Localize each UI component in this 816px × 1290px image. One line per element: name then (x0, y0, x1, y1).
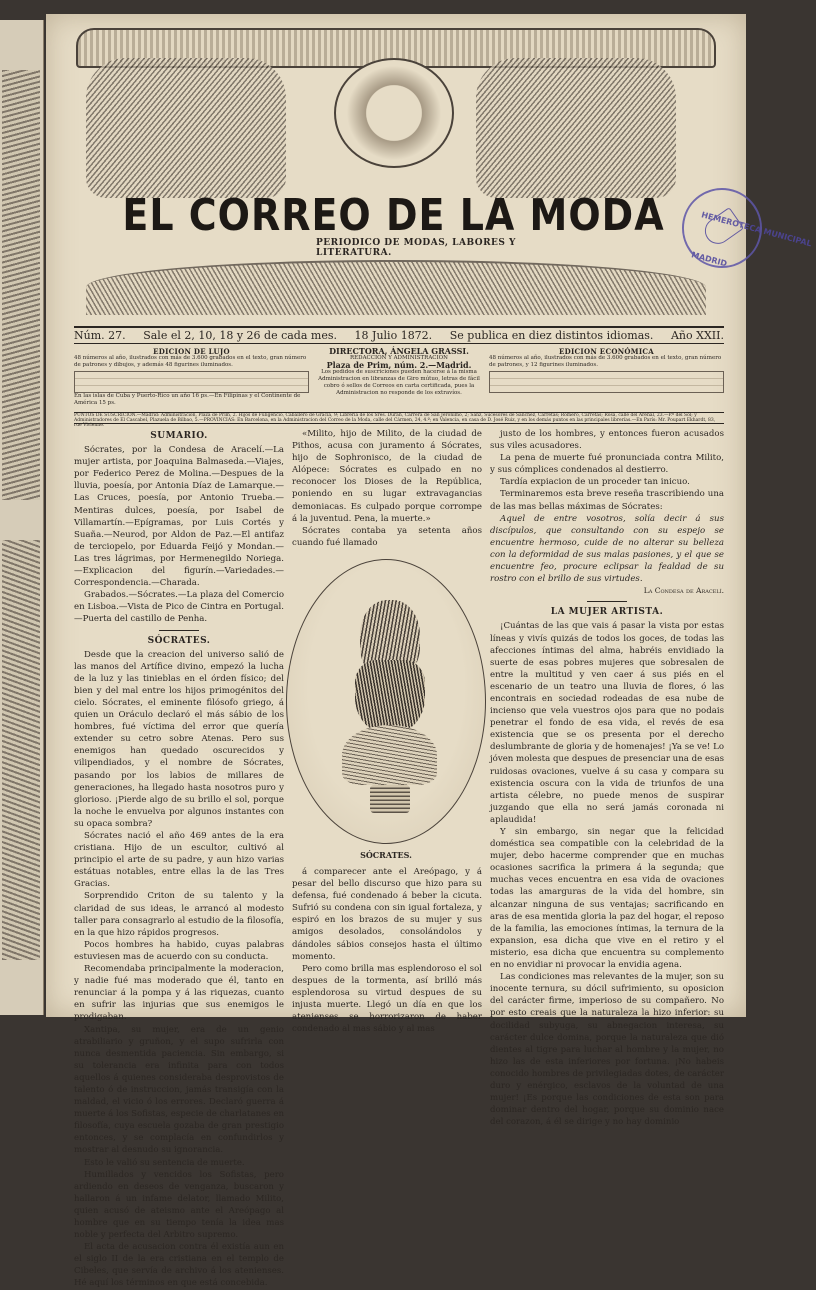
issue-languages: Se publica en diez distintos idiomas. (449, 329, 654, 342)
article-signature: La Condesa de Aracelí. (643, 586, 724, 596)
stamp-text-top: HEMEROTECA MUNICIPAL (700, 210, 813, 249)
price-table-economica (489, 371, 724, 393)
edicion-lujo-title: EDICION DE LUJO (153, 347, 230, 356)
paragraph: Sorprendido Criton de su talento y la claridad de sus ideas, le arrancó al modesto taller para consagrarlo al estudio de la filosofía, en la que hizo rápidos progresos. (74, 891, 284, 938)
paragraph: «Milito, hijo de Milito, de la ciudad de Pithos, acusa con juramento á Sócrates, hijo de Sophronisco, de la ciudad de Alópece: Sócrates es culpado en no reconocer los Dioses de la República, poniendo en su lugar extravagancias demoniacas. Es culpado porque corrompe á la juventud. Pena, la muerte.» (292, 429, 482, 524)
socrates-title: SÓCRATES. (147, 635, 211, 646)
sumario-title: SUMARIO. (150, 431, 208, 441)
directora-label: DIRECTORA, (329, 346, 388, 356)
redaccion-label: REDACCION Y ADMINISTRACION (350, 355, 448, 361)
masthead (66, 28, 721, 328)
issue-year: Año XXII. (670, 329, 724, 342)
column-3 (490, 428, 724, 1128)
column-2-top (292, 428, 482, 548)
paragraph: La pena de muerte fué pronunciada contra Milito, y sus cómplices condenados al destierro. (490, 453, 724, 476)
mujer-artista-title: LA MUJER ARTISTA. (550, 607, 664, 618)
masthead-garland (86, 260, 706, 315)
paragraph: Pocos hombres ha habido, cuyas palabras estuviesen mas de acuerdo con su conducta. (74, 939, 284, 962)
sumario-grabados: Grabados.—Sócrates.—La plaza del Comercio en Lisboa.—Vista de Pico de Cintra en Portugal.—Puerta del castillo de Penha. (74, 590, 284, 625)
allegory-figure-right (476, 58, 676, 198)
paragraph: Terminaremos esta breve reseña trascribiendo una de las mas bellas máximas de Sócrates: (490, 489, 724, 512)
edicion-economica (489, 348, 724, 410)
direction-block (314, 348, 484, 410)
edicion-lujo-foot: En las islas de Cuba y Puerto-Rico un año 16 ps.—En Filipinas y el Continente de América 15 ps. (74, 393, 301, 406)
socrates-bust-image (342, 600, 437, 815)
edicion-lujo-text: 48 números al año, ilustrados con más de 3.600 grabados en el texto, gran número de patrones y dibujos, y además 48 figurines iluminados. (74, 355, 307, 368)
divider (159, 630, 199, 631)
column-2-bottom (292, 866, 482, 1035)
edicion-economica-text: 48 números al año, ilustrados con más de 3.600 grabados en el texto, gran número de patrones, y 12 figurines iluminados. (489, 355, 722, 368)
address-note: Los pedidos de suscriciones pueden hacerse á la misma Administracion en libranzas de Giro mútuo, letras de fácil cobro ó sellos de Correos en carta certificada, pues la Administracion no responde de los extravíos. (318, 369, 480, 396)
paragraph: á comparecer ante el Areópago, y á pesar del bello discurso que hizo para su defensa, fué condenado á beber la cicuta. Sufrió su condena con sin igual fortaleza, y espiró en los brazos de su mujer y sus amigos desolados, consolándolos y dándoles sábios consejos hasta el último momento. (292, 867, 482, 962)
paragraph: El acta de acusacion contra él existía aun en el siglo II de la era cristiana en el templo de Cibeles, que servía de archivo á los atenienses. Hé aquí los términos en que está concebida. (74, 1242, 284, 1289)
issue-number: Núm. 27. (74, 329, 126, 342)
paragraph: Sócrates nació el año 469 antes de la era cristiana. Hijo de un escultor, cultivó al principio el arte de su padre, y aun hizo varias estátuas notables, entre ellas la de las Tres Gracias. (74, 831, 284, 890)
paragraph: Sócrates contaba ya setenta años cuando fué llamado (292, 525, 482, 548)
issue-bar (74, 326, 724, 344)
allegory-figure-left (86, 58, 286, 198)
paragraph: Xantipa, su mujer, era de un genio atrabiliario y gruñon, y el supo sufrirla con nunca desmentida paciencia. Sin embargo, si su tolerancia era infinita para con todos aquellos á quienes consideraba desprovistos de talento ó de instruccion, jamás transigía con la maldad, el vicio ó los errores. Declaró guerra á muerte á los Sofistas, especie de charlatanes en filosofía, cuya escuela gozaba de gran prestigio entonces, y se complacía en confundirlos y mostrar al desnudo su ignorancia. (74, 1024, 284, 1156)
paragraph: justo de los hombres, y entonces fueron acusados sus viles acusadores. (490, 429, 724, 452)
newspaper-page (46, 14, 813, 1289)
paragraph: Las condiciones mas relevantes de la mujer, son su inocente ternura, su dócil sufrimiento, su oposicion del carácter firme, imperioso de su compañero. No por esto creais que la naturaleza la hizo inferior: su docilidad subyuga, su abnegacion interesa, su carácter dulce domina, porque la naturaleza que dió dientes al tigre para luchar al hombre y la mujer, no hizo las de esta inferiores por fortuna. ¡No habeis conocido hombres de privilegiadas dotes, de carácter duro y enérgico, esclavos de la voluntad de una mujer! ¡Es porque las condiciones de esta son para dominar dentro del hogar, porque su dominio nace del corazon, á él se dirige y no hay dominio (490, 972, 724, 1128)
paragraph: Esto le valió su sentencia de muerte. (84, 1157, 245, 1168)
subscription-points: PUNTOS DE SUSCRICION.—Madrid: Administracion, Plaza de Prim, 2. Hijos de Fuligencio, Caballero de Gracia, 9; Librería de los Sres. Durán, Carrera de San Jerónimo, 2; Sanz, Sucesores de Sánchez, Carretas; Romero, Carretas; Rosa, calle del Arenal, 23.—P.º del Sol; y Administradores de El Cascabel, Plazuela de Bilbao, 5.—PROVINCIAS: En Barcelona, en la Administracion del Correo de la Moda, calle del Cármen, 24, 4.º; en Valencia, en casa de D. José Ruiz, y en los demás puntos en las principales librerías.—En París: Mr. Poupart Ekhardt, 83, rue Vivienne. (74, 412, 724, 424)
paragraph: Y sin embargo, sin negar que la felicidad doméstica sea compatible con la celebridad de la mujer, debo hacerme comprender que en muchas ocasiones sacrifica la primera á la segunda; que muchas veces encuentra en esa vida de ovaciones todas las amarguras de la vida del hombre, sin alcanzar ninguna de sus ventajas; sacrificando en aras de esa mentida gloria la paz del hogar, el reposo de la familia, las emociones íntimas, la ternura de la expansion, esa dicha que vive en el retiro y el misterio, esa dicha que encuentra su complemento en no envidiar ni provocar la envidia agena. (490, 827, 724, 971)
paragraph: Humillados y vencidos los Sofistas, pero ardiendo en deseos de venganza, buscaron y hallaron á un infame delator, llamado Milito, quien acusó de ateismo ante el Areópago al hombre que en su tiempo tenía la idea mas noble y perfecta del Arbitro supremo. (74, 1169, 284, 1241)
paragraph: Pero como brilla mas esplendoroso el sol despues de la tormenta, así brilló más esplendorosa su virtud despues de su injusta muerte. Llegó un día en que los atenienses se horrorizaron de haber condenado al mas sábio y al mas (292, 963, 482, 1035)
issue-date: 18 Julio 1872. (354, 329, 433, 342)
office-address: Plaza de Prim, núm. 2.—Madrid. (326, 360, 472, 370)
edicion-lujo (74, 348, 309, 410)
column-1 (74, 428, 284, 1289)
subscription-info (74, 348, 724, 412)
socrates-maxim: Aquel de entre vosotros, solía decir á sus discípulos, que consultando con su espejo se encuentre hermoso, cuide de no alterar su belleza con la deformidad de sus malas pasiones, y el que se encuentre feo, procure eclipsar la fealdad de su rostro con el brillo de sus virtudes. (490, 513, 724, 585)
paragraph: Tardía expiacion de un proceder tan inicuo. (500, 477, 690, 488)
engraving-caption: SÓCRATES. (360, 850, 412, 860)
edicion-economica-title: EDICION ECONÓMICA (558, 347, 655, 356)
issue-schedule: Sale el 2, 10, 18 y 26 de cada mes. (143, 329, 337, 342)
paragraph: Desde que la creacion del universo salió de las manos del Artífice divino, empezó la lucha de la luz y las tinieblas en el órden físico; del bien y del mal entre los hijos primogénitos del cielo. Sócrates, el eminente filósofo griego, á quien un Oráculo declaró el más sábio de los hombres, fué víctima del error que quería extender su cetro sobre Atenas. Pero sus enemigos han quedado oscurecidos y vilipendiados, y el nombre de Sócrates, pasando por los labios de millares de generaciones, ha llegado hasta nosotros puro y glorioso. ¡Pierde algo de su brillo el sol, porque la noche le envuelva por algunos instantes con su opaca sombra? (74, 649, 284, 829)
stamp-text-bottom: MADRID (690, 250, 728, 269)
paragraph: ¡Cuántas de las que vais á pasar la vista por estas líneas y vivís quizás de todos los goces, de todas las afecciones íntimas del alma, habréis envidiado la suerte de esas pobres mujeres que sobresalen de entre la multitud y ven caer á sus piés en el escenario de un teatro una lluvia de flores, ó las encontrais en sociedad rodeadas de esa nube de incienso que vela vuestros ojos para que no podais penetrar el fondo de esa vida, el revés de esa existencia que se os presenta por el derecho deslumbrante de gloria y de homenajes! ¡Ya se ve! Lo jóven molesta que despues de presenciar una de esas ruidosas ovaciones, vuelve á su casa y compara su existencia oscura con la vida de triunfos de una artista célebre, no puede menos de suspirar juzgando que ella no será jamás coronada ni aplaudida! (490, 621, 724, 825)
price-table-lujo (74, 371, 309, 393)
adjacent-engraving-bottom (2, 540, 40, 960)
paragraph: Recomendaba principalmente la moderacion, y nadie fué mas moderado que él, tanto en renunciar á la pompa y á las riquezas, cuanto en sufrir las injurias que sus enemigos le prodigaban. (74, 964, 284, 1023)
center-shield-emblem (334, 58, 454, 168)
socrates-engraving (286, 559, 486, 844)
adjacent-engraving-top (2, 70, 40, 500)
page-subtitle: PERIODICO DE MODAS, LABORES Y LITERATURA. (316, 238, 516, 258)
directora-name: ÁNGELA GRASSI. (390, 346, 469, 356)
adjacent-page-edge (0, 20, 44, 1015)
divider (587, 601, 627, 602)
sumario-text: Sócrates, por la Condesa de Aracelí.—La mujer artista, por Joaquina Balmaseda.—Viajes, por Federico Perez de Molina.—Despues de la lluvia, poesía, por Antonia Díaz de Lamarque.—Las Cruces, poesía, por Antonio Trueba.—Mentiras dulces, poesía, por Isabel de Villamartín.—Epígramas, por Luis Cortés y Suaña.—Neurod, por Aldon de Paz.—El antifaz de terciopelo, por Eduarda Feijó y Mondan.—Las tres lágrimas, por Hermenegildo Noriega.—Explicacion del figurín.—Variedades.—Correspondencia.—Charada. (74, 445, 284, 589)
page-title: EL CORREO DE LA MODA (122, 189, 665, 241)
